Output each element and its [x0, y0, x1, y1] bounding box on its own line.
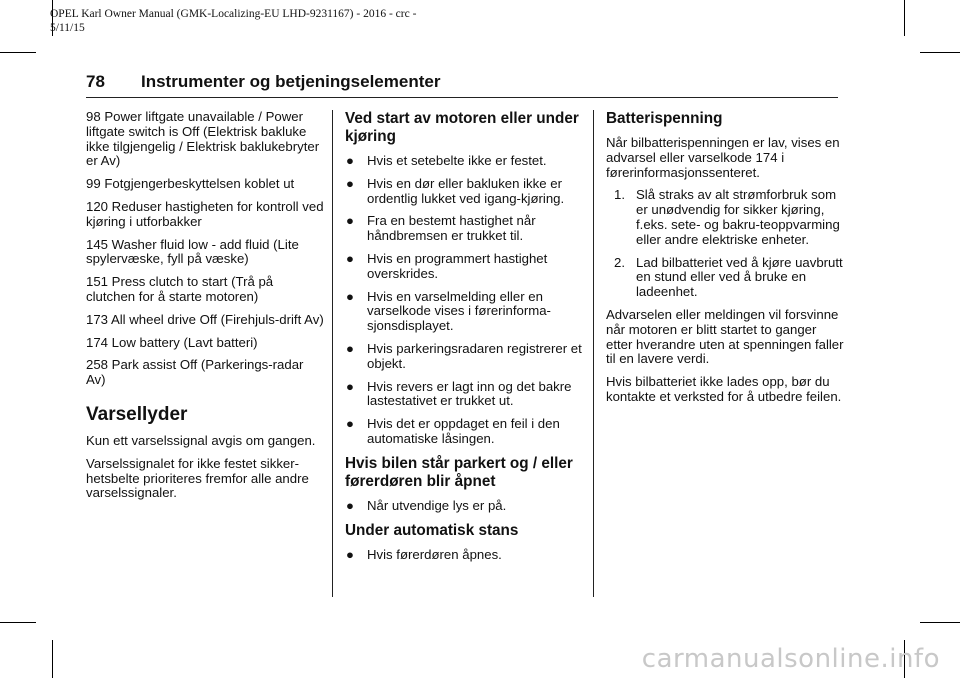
code-entry: 174 Low battery (Lavt batteri): [86, 334, 258, 350]
bullet-icon: ●: [346, 250, 354, 266]
list-item: [345, 252, 583, 282]
column-3: [606, 110, 844, 413]
crop-mark: [52, 640, 53, 678]
paragraph: Kun ett varselssignal avgis om gangen.: [86, 432, 316, 448]
bullet-list: [345, 154, 583, 447]
meta-line-1: OPEL Karl Owner Manual (GMK-Localizing-EU LHD-9231167) - 2016 - crc -: [50, 8, 417, 20]
subheading: Under automatisk stans: [345, 521, 519, 539]
list-item-text: Fra en bestemt hastighet når håndbremsen er trukket til.: [367, 213, 536, 244]
paragraph: Advarselen eller meldingen vil forsvinne når motoren er blitt startet to ganger etter hverandre uten at spenningen faller til en lavere verdi.: [606, 306, 844, 367]
list-item: [345, 499, 583, 514]
list-item: [345, 154, 583, 169]
subheading-batterispenning: Batterispenning: [606, 110, 723, 127]
bullet-icon: ●: [346, 288, 354, 304]
step-number: 2.: [614, 254, 625, 270]
section-title: Instrumenter og betjeningselementer: [141, 72, 441, 91]
list-item: [345, 380, 583, 410]
document-meta-header: [50, 7, 510, 35]
list-item: [345, 290, 583, 334]
list-item: [345, 177, 583, 207]
list-item-text: Når utvendige lys er på.: [367, 497, 507, 513]
column-1: [86, 110, 324, 509]
bullet-icon: ●: [346, 213, 354, 229]
column-divider: [593, 110, 594, 597]
list-item-text: Hvis revers er lagt inn og det bakre lastestativet er trukket ut.: [367, 378, 572, 409]
heading-varsellyder: Varsellyder: [86, 403, 188, 425]
code-entry: 145 Washer fluid low - add fluid (Lite spylervæske, fyll på væske): [86, 236, 299, 267]
crop-mark: [920, 52, 960, 53]
list-item-text: Hvis en programmert hastighet overskrides.: [367, 250, 548, 281]
code-entry: 173 All wheel drive Off (Firehjuls-drift Av): [86, 311, 324, 327]
list-item-text: Hvis et setebelte ikke er festet.: [367, 153, 547, 168]
crop-mark: [0, 622, 36, 623]
numbered-list: [606, 188, 844, 300]
list-item: [345, 342, 583, 372]
code-entry: 120 Reduser hastigheten for kontroll ved kjøring i utforbakker: [86, 198, 324, 229]
code-entry: 98 Power liftgate unavailable / Power liftgate switch is Off (Elektrisk bakluke ikke tilgjengelig / Elektrisk baklukebryter er Av): [86, 109, 320, 169]
bullet-icon: ●: [346, 546, 354, 562]
list-item: [345, 214, 583, 244]
crop-mark: [920, 622, 960, 623]
crop-mark: [0, 52, 36, 53]
list-item-text: Hvis parkeringsradaren registrerer et objekt.: [367, 340, 582, 371]
code-entry: 151 Press clutch to start (Trå på clutchen for å starte motoren): [86, 274, 274, 304]
subheading: Ved start av motoren eller under kjøring: [345, 110, 579, 145]
list-item: [606, 256, 844, 300]
subheading: Hvis bilen står parkert og / eller førerdøren blir åpnet: [345, 454, 573, 490]
list-item-text: Hvis førerdøren åpnes.: [367, 546, 502, 562]
step-text: Slå straks av alt strømforbruk som er unødvendig for sikker kjøring, f.eks. sete- og bakru-teoppvarming eller andre elektriske enheter.: [636, 187, 840, 247]
bullet-icon: ●: [346, 378, 354, 394]
step-number: 1.: [614, 187, 625, 203]
list-item: [606, 188, 844, 247]
paragraph: Varselssignalet for ikke festet sikker-hetsbelte prioriteres fremfor alle andre varselssignaler.: [86, 455, 309, 501]
code-entry: 258 Park assist Off (Parkerings-radar Av): [86, 357, 304, 388]
bullet-list: [345, 548, 583, 563]
step-text: Lad bilbatteriet ved å kjøre uavbrutt en stund eller ved å bruke en ladeenhet.: [636, 254, 843, 300]
bullet-icon: ●: [346, 416, 354, 432]
page-number: 78: [86, 72, 105, 91]
crop-mark: [904, 0, 905, 36]
list-item: [345, 417, 583, 447]
meta-line-2: 5/11/15: [50, 22, 85, 34]
list-item-text: Hvis en varselmelding eller en varselkode vises i førerinforma-sjonsdisplayet.: [367, 288, 551, 334]
list-item-text: Hvis det er oppdaget en feil i den automatiske låsingen.: [367, 416, 560, 446]
list-item-text: Hvis en dør eller bakluken ikke er ordentlig lukket ved igang-kjøring.: [367, 175, 565, 206]
watermark-logo: carmanualsonline.info: [641, 644, 940, 674]
bullet-icon: ●: [346, 497, 354, 513]
bullet-icon: ●: [346, 340, 354, 356]
header-rule: [86, 97, 838, 98]
paragraph: Hvis bilbatteriet ikke lades opp, bør du kontakte et verksted for å utbedre feilen.: [606, 374, 842, 404]
bullet-icon: ●: [346, 153, 354, 168]
column-divider: [332, 110, 333, 597]
bullet-icon: ●: [346, 175, 354, 191]
paragraph: Når bilbatterispenningen er lav, vises en advarsel eller varselkode 174 i førerinformasjonssenteret.: [606, 135, 840, 180]
column-2: [345, 110, 583, 570]
list-item: [345, 548, 583, 563]
bullet-list: [345, 499, 583, 514]
code-entry: 99 Fotgjengerbeskyttelsen koblet ut: [86, 176, 295, 192]
